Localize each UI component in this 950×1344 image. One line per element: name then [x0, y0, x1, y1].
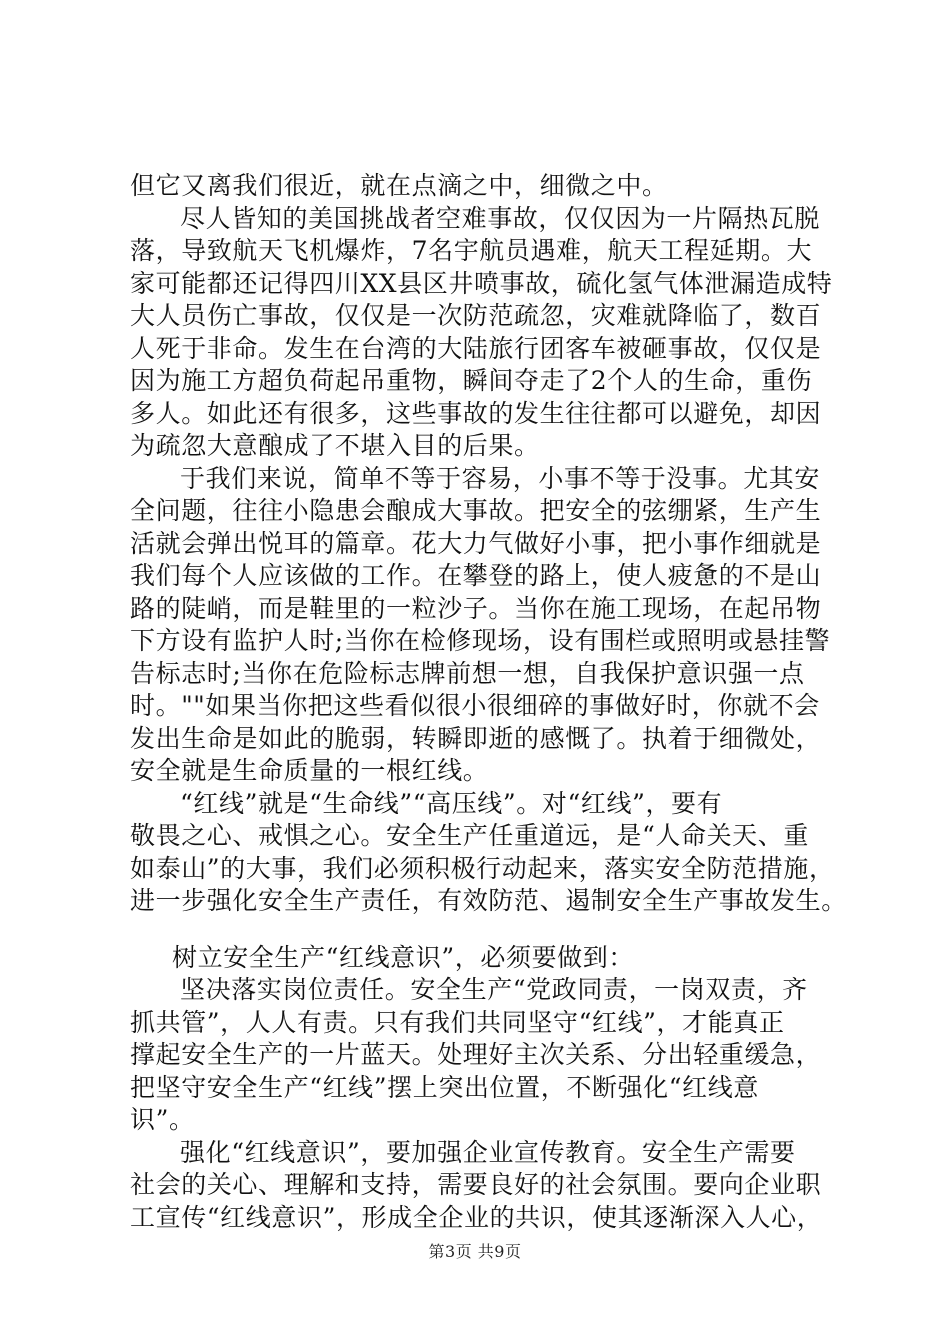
document-body	[130, 170, 847, 1234]
text-line: 人死于非命。发生在台湾的大陆旅行团客车被砸事故，仅仅是	[130, 333, 822, 363]
text-line: 尽人皆知的美国挑战者空难事故，仅仅因为一片隔热瓦脱	[180, 203, 821, 233]
text-line: 敬畏之心、戒惧之心。安全生产任重道远，是“人命关天、重	[130, 821, 809, 850]
text-line: 如泰山”的大事，我们必须积极行动起来，落实安全防范措施，	[130, 853, 835, 883]
text-line: 因为施工方超负荷起吊重物，瞬间夺走了2个人的生命，重伤	[130, 366, 813, 395]
text-line: 全问题，往往小隐患会酿成大事故。把安全的弦绷紧，生产生	[130, 496, 822, 525]
text-line: 坚决落实岗位责任。安全生产“党政同责，一岗双责，齐	[180, 975, 808, 1004]
text-line: 告标志时;当你在危险标志牌前想一想，自我保护意识强一点	[130, 658, 805, 688]
text-line: 但它又离我们很近，就在点滴之中，细微之中。	[130, 171, 668, 200]
paragraph-education	[130, 1137, 830, 1235]
text-line: 大人员伤亡事故，仅仅是一次防范疏忽，灾难就降临了，数百	[130, 301, 822, 330]
text-line: 识”。	[130, 1105, 195, 1134]
text-line: 时。""如果当你把这些看似很小很细碎的事做好时，你就不会	[130, 691, 820, 720]
text-line: 树立安全生产“红线意识”，必须要做到：	[172, 942, 634, 972]
text-line: 于我们来说，简单不等于容易，小事不等于没事。尤其安	[180, 463, 821, 493]
text-line: 安全就是生命质量的一根红线。	[130, 756, 489, 785]
text-line: 家可能都还记得四川XX县区井喷事故，硫化氢气体泄漏造成特	[130, 268, 833, 298]
text-line: 落，导致航天飞机爆炸，7名宇航员遇难，航天工程延期。大	[130, 236, 813, 265]
text-line: 撑起安全生产的一片蓝天。处理好主次关系、分出轻重缓急，	[130, 1040, 822, 1069]
text-line: 强化“红线意识”，要加强企业宣传教育。安全生产需要	[180, 1137, 796, 1167]
text-line: 路的陡峭，而是鞋里的一粒沙子。当你在施工现场，在起吊物	[130, 593, 822, 623]
text-line: 为疏忽大意酿成了不堪入目的后果。	[130, 431, 540, 460]
paragraph-accident-examples	[130, 203, 833, 463]
text-line: 抓共管”，人人有责。只有我们共同坚守“红线”，才能真正	[130, 1007, 785, 1037]
text-line: 工宣传“红线意识”，形成全企业的共识，使其逐渐深入人心，	[130, 1202, 823, 1232]
paragraph-responsibility	[130, 974, 830, 1137]
text-line: 把坚守安全生产“红线”摆上突出位置，不断强化“红线意	[130, 1072, 759, 1102]
section-heading	[130, 942, 830, 975]
text-line: 社会的关心、理解和支持，需要良好的社会氛围。要向企业职	[130, 1170, 822, 1199]
text-line: 活就会弹出悦耳的篇章。花大力气做好小事，把小事作细就是	[130, 528, 822, 558]
page-number-footer: 第3页 共9页	[428, 1242, 522, 1261]
text-line: 发出生命是如此的脆弱，转瞬即逝的感慨了。执着于细微处，	[130, 723, 822, 753]
text-line: 多人。如此还有很多，这些事故的发生往往都可以避免，却因	[130, 398, 822, 428]
paragraph-small-things	[130, 463, 830, 788]
paragraph-red-line	[130, 788, 847, 918]
paragraph-continuation	[130, 170, 830, 203]
text-line: 下方设有监护人时;当你在检修现场，设有围栏或照明或悬挂警	[130, 626, 831, 655]
text-line: “红线”就是“生命线”“高压线”。对“红线”，要有	[180, 788, 723, 818]
text-line: 进一步强化安全生产责任，有效防范、遏制安全生产事故发生。	[130, 886, 847, 915]
paragraph-spacer	[130, 918, 830, 942]
text-line: 我们每个人应该做的工作。在攀登的路上，使人疲惫的不是山	[130, 561, 822, 590]
